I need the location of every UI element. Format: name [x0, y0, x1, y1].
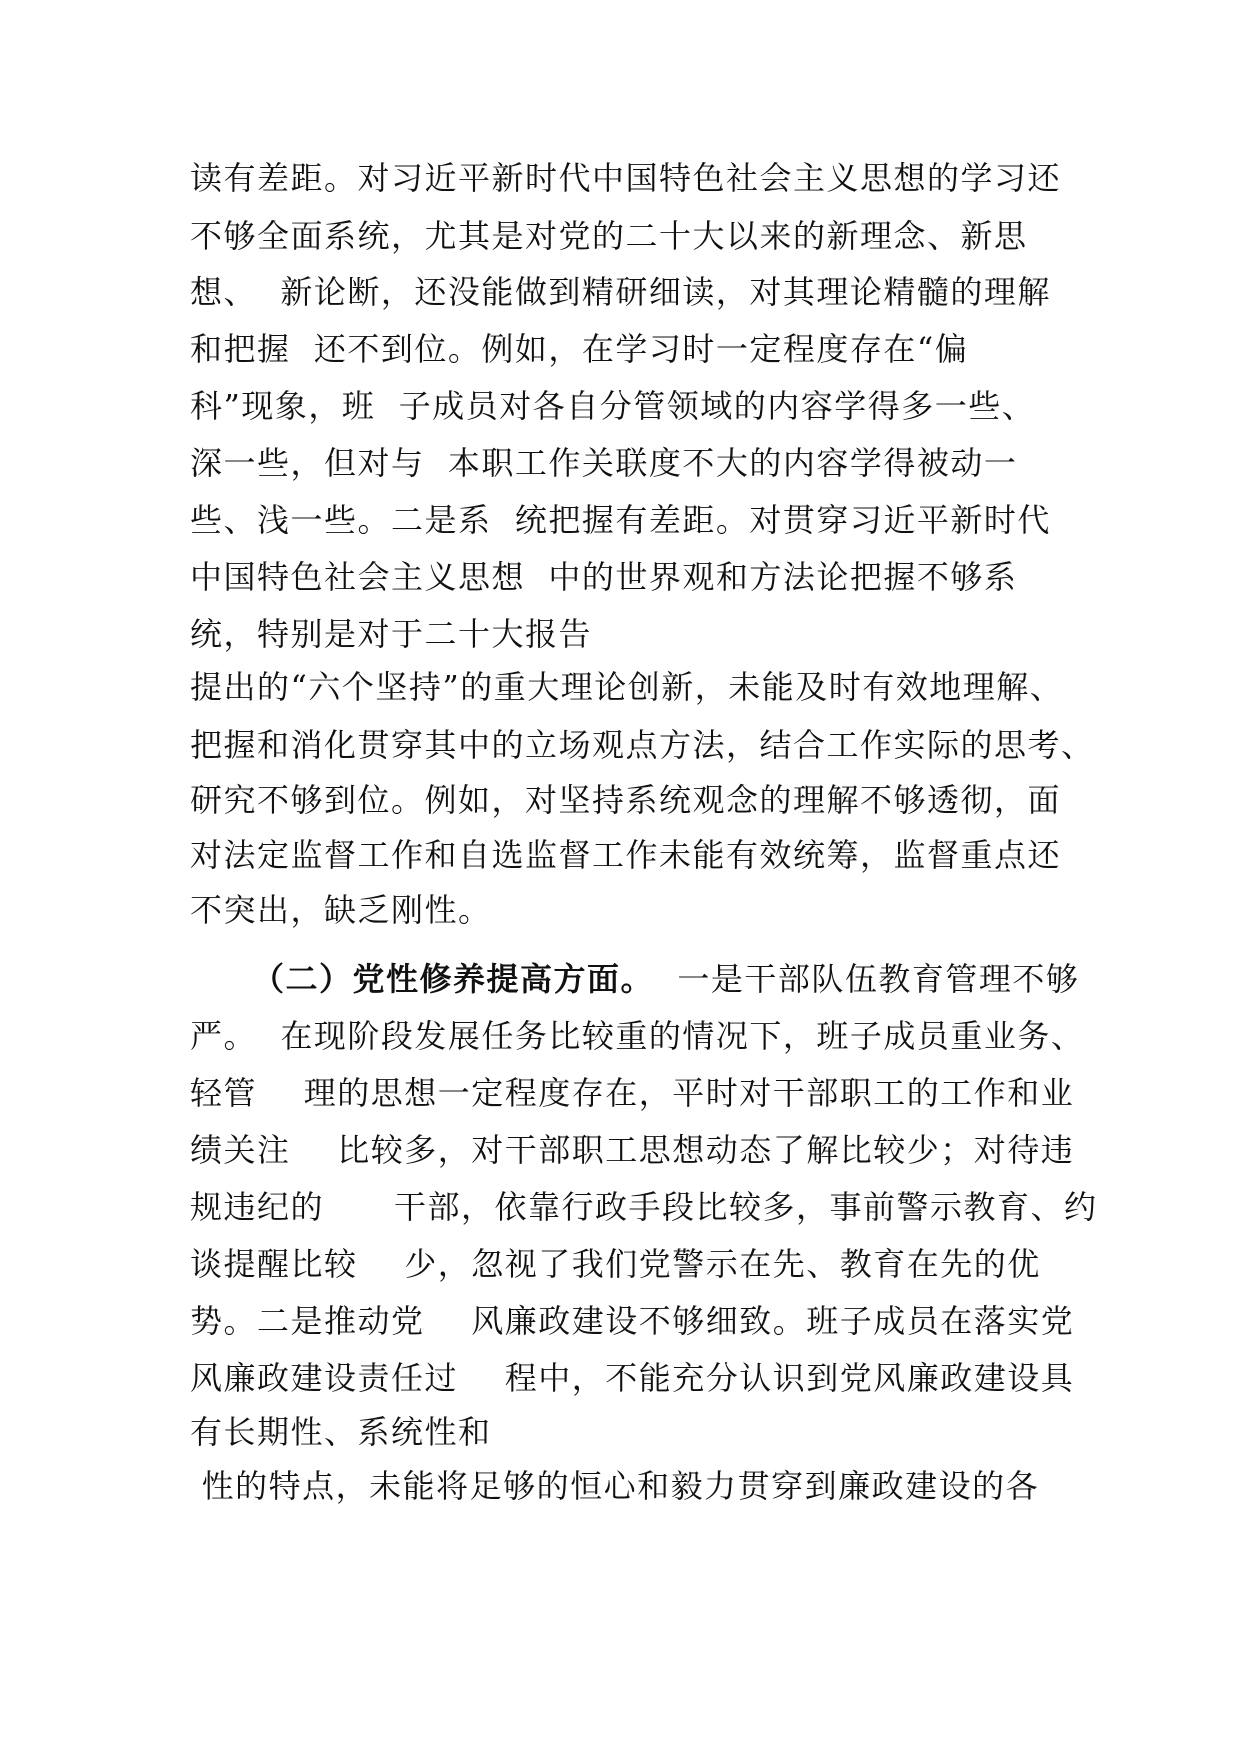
text-line: 想、 新论断，还没能做到精研细读，对其理论精髓的理解 — [190, 273, 1051, 311]
text-line: 不够全面系统，尤其是对党的二十大以来的新理念、新思 — [190, 217, 1028, 255]
text-line: 性的特点，未能将足够的恒心和毅力贯穿到廉政建设的各 — [190, 1467, 1040, 1505]
text-line: 严。 在现阶段发展任务比较重的情况下，班子成员重业务、 — [190, 1017, 1085, 1055]
text-line: 谈提醒比较 少，忽视了我们党警示在先、教育在先的优 — [190, 1245, 1041, 1283]
text-line: 中国特色社会主义思想 中的世界观和方法论把握不够系 — [190, 558, 1018, 596]
text-line: 和把握 还不到位。例如，在学习时一定程度存在“偏 — [190, 330, 969, 368]
text-line: 不突出，缺乏刚性。 — [190, 891, 492, 929]
text-line: 势。二是推动党 风廉政建设不够细致。班子成员在落实党 — [190, 1302, 1075, 1340]
text-line: 规违纪的 干部，依靠行政手段比较多，事前警示教育、约 — [190, 1188, 1098, 1226]
text-line: 些、浅一些。二是系 统把握有差距。对贯穿习近平新时代 — [190, 501, 1051, 539]
section-heading-line — [252, 959, 1079, 999]
text-line: 读有差距。对习近平新时代中国特色社会主义思想的学习还 — [190, 159, 1062, 197]
text-line: 把握和消化贯穿其中的立场观点方法，结合工作实际的思考、 — [190, 726, 1095, 764]
text-line: 研究不够到位。例如，对坚持系统观念的理解不够透彻，面 — [190, 781, 1062, 819]
text-line: 有长期性、系统性和 — [190, 1413, 492, 1451]
section-heading-tail: 一是干部队伍教育管理不够 — [654, 960, 1080, 998]
section-heading: （二）党性修养提高方面。 — [252, 960, 655, 998]
text-line: 绩关注 比较多，对干部职工思想动态了解比较少；对待违 — [190, 1131, 1075, 1169]
text-line: 提出的“六个坚持”的重大理论创新，未能及时有效地理解、 — [190, 668, 1064, 706]
text-line: 统，特别是对于二十大报告 — [190, 615, 593, 653]
text-line: 深一些，但对与 本职工作关联度不大的内容学得被动一 — [190, 444, 1018, 482]
text-line: 对法定监督工作和自选监督工作未能有效统筹，监督重点还 — [190, 836, 1062, 874]
text-line: 科”现象，班 子成员对各自分管领域的内容学得多一些、 — [190, 387, 1036, 425]
text-line: 风廉政建设责任过 程中，不能充分认识到党风廉政建设具 — [190, 1359, 1075, 1397]
text-line: 轻管 理的思想一定程度存在，平时对干部职工的工作和业 — [190, 1074, 1075, 1112]
